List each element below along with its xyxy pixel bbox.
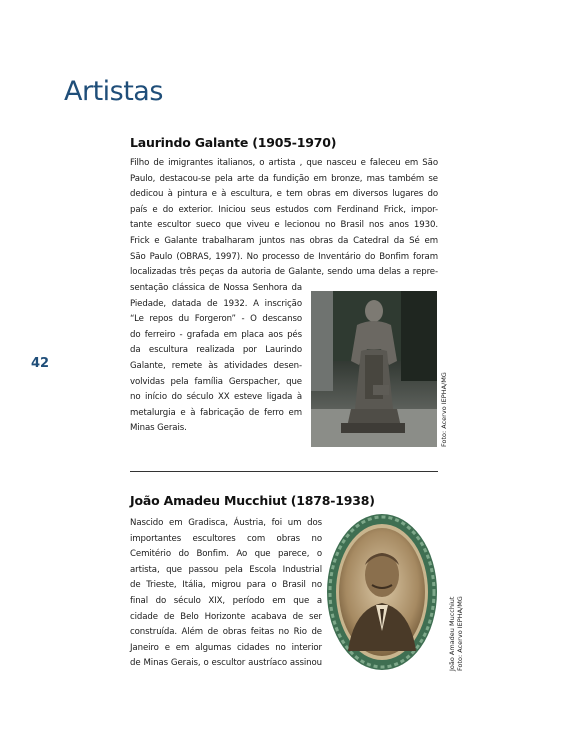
text-line: tante escultor sueco que viveu e lecionou no Brasil nos anos 1930.: [130, 220, 438, 231]
text-line: importantes escultores com obras no: [130, 533, 322, 544]
mucchiut-heading: João Amadeu Mucchiut (1878-1938): [130, 493, 375, 508]
text-line: Frick e Galante trabalharam juntos nas obras da Catedral da Sé em: [130, 235, 438, 246]
text-line: sentação clássica de Nossa Senhora da: [130, 283, 302, 293]
galante-heading: Laurindo Galante (1905-1970): [130, 135, 337, 150]
page-number: 42: [31, 356, 50, 371]
text-line: país e do exterior. Iniciou seus estudos com Ferdinand Frick, impor-: [130, 204, 438, 215]
text-line: volvidas pela família Gerspacher, que: [130, 376, 302, 387]
mucchiut-photo-credit: Foto: Acervo IEPHA/MG: [456, 596, 464, 671]
text-line: Paulo, destacou-se pela arte da fundição em bronze, mas também se: [130, 173, 438, 184]
mucchiut-photo-caption: João Amadeu Mucchiut: [448, 596, 456, 671]
mucchiut-paragraph: [130, 516, 322, 672]
text-line: Cemitério do Bonfim. Ao que parece, o: [130, 549, 322, 560]
text-line: Filho de imigrantes italianos, o artista , que nasceu e faleceu em São: [130, 158, 438, 168]
text-line: da escultura realizada por Laurindo: [130, 345, 302, 356]
text-line: dedicou à pintura e à escultura, e tem obras em diversos lugares do: [130, 189, 438, 200]
text-line: no início do século XX esteve ligada à: [130, 392, 302, 403]
text-line: construída. Além de obras feitas no Rio de: [130, 627, 322, 638]
galante-paragraph-wrap: [130, 281, 302, 437]
text-line: Galante, remete às atividades desen-: [130, 360, 302, 371]
portrait-medallion: [326, 513, 438, 671]
text-line: São Paulo (OBRAS, 1997). No processo de Inventário do Bonfim foram: [130, 251, 438, 262]
text-line: de Minas Gerais, o escultor austríaco assinou: [130, 658, 322, 669]
galante-paragraph-full: [130, 156, 438, 281]
text-line: metalurgia e à fabricação de ferro em: [130, 407, 302, 418]
text-line: do ferreiro - grafada em placa aos pés: [130, 329, 302, 340]
text-line: de Trieste, Itália, migrou para o Brasil no: [130, 580, 322, 591]
section-divider: [130, 471, 438, 472]
text-line: artista, que passou pela Escola Industrial: [130, 564, 322, 575]
text-line: localizadas três peças da autoria de Galante, sendo uma delas a repre-: [130, 267, 438, 278]
section-title: Artistas: [64, 76, 163, 107]
text-line: final do século XIX, período em que a: [130, 595, 322, 606]
text-line: Minas Gerais.: [130, 423, 187, 434]
sculpture-photo: [311, 291, 437, 447]
text-line: Piedade, datada de 1932. A inscrição: [130, 298, 302, 309]
text-line: Janeiro e em algumas cidades no interior: [130, 642, 322, 653]
galante-photo-credit: Foto: Acervo IEPHA/MG: [440, 372, 448, 447]
text-line: Nascido em Gradisca, Áustria, foi um dos: [130, 518, 322, 528]
text-line: “Le repos du Forgeron” - O descanso: [130, 314, 302, 325]
text-line: cidade de Belo Horizonte acabava de ser: [130, 611, 322, 622]
